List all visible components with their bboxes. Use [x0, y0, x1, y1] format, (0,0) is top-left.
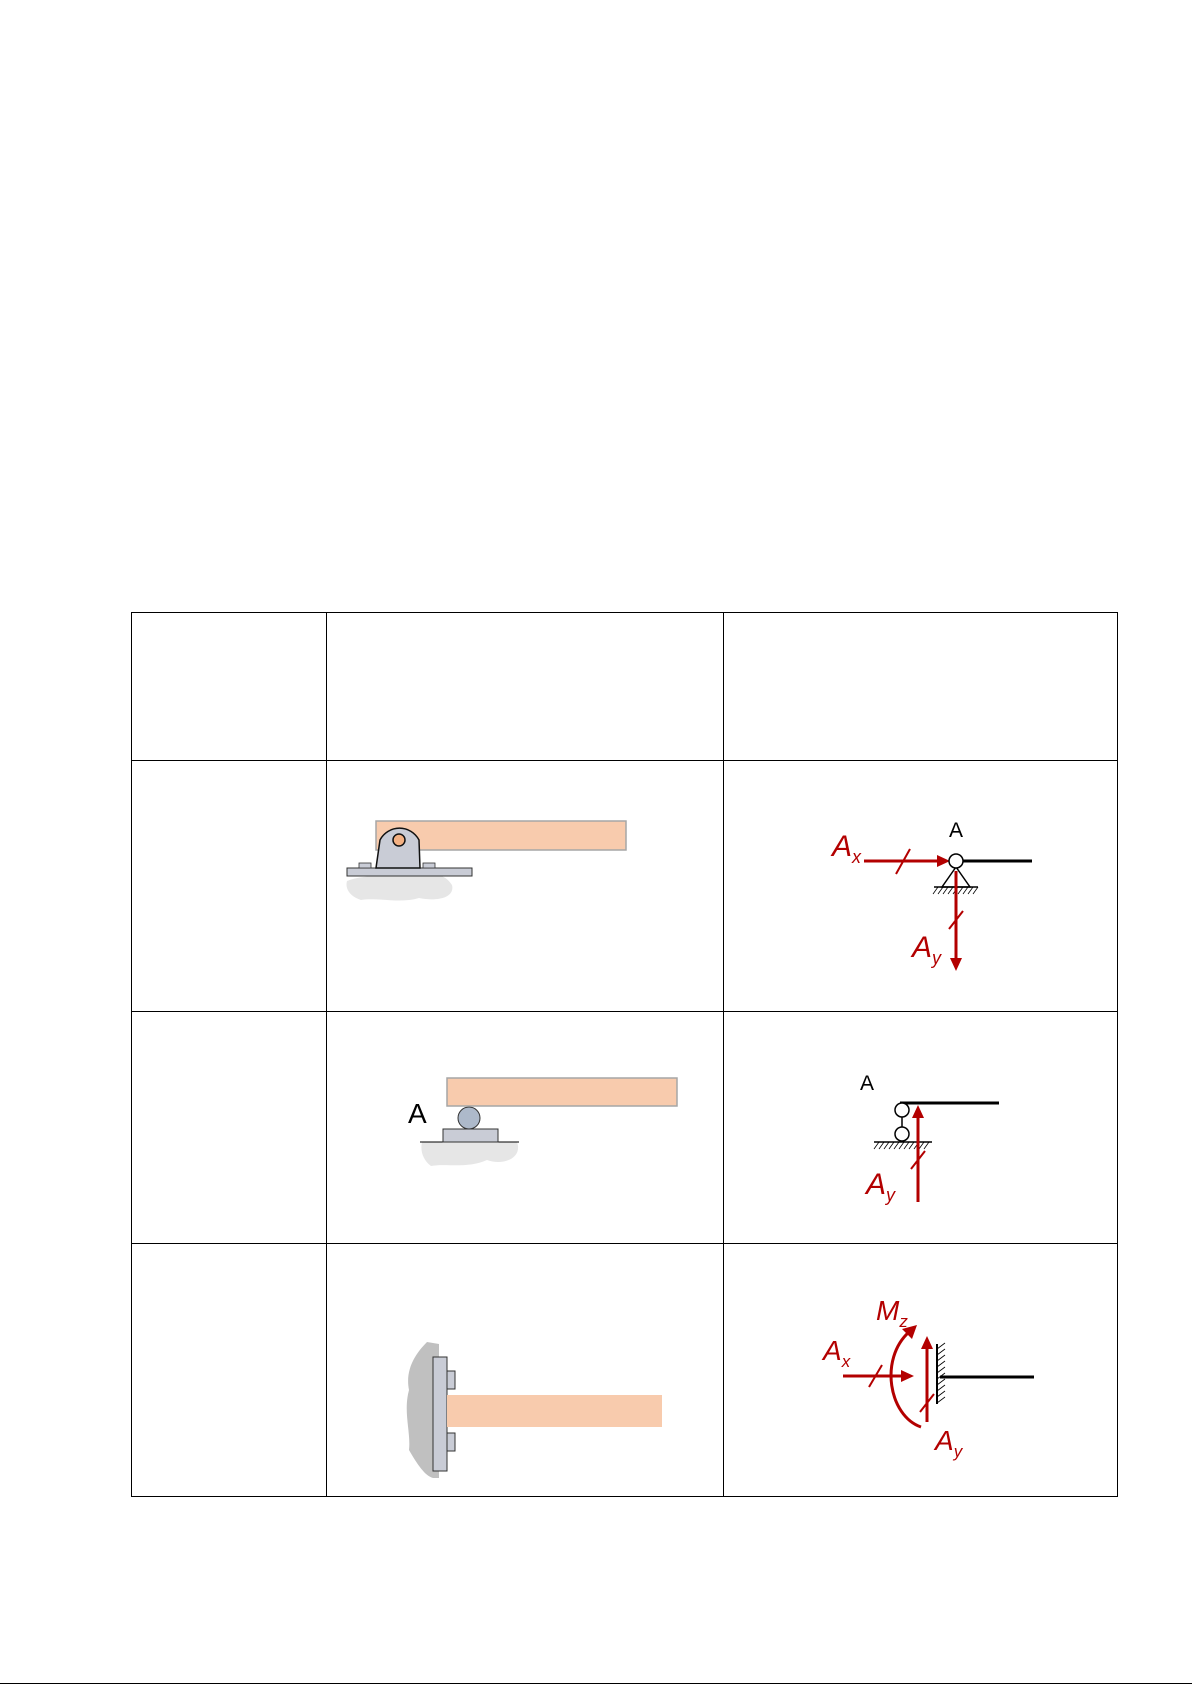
reaction-diagram-cell [724, 1012, 1118, 1244]
pin-support-illustration [327, 761, 723, 1011]
page-bottom-rule [0, 1683, 1192, 1684]
support-type-cell [132, 761, 327, 1012]
force-label-ax: $A_x$ [832, 830, 862, 867]
force-label-ay: $A_y$ [866, 1168, 896, 1205]
force-label-ay: $A_y$ [912, 931, 942, 968]
force-label-ax: $A_x$ [823, 1335, 851, 1371]
support-type-cell [132, 1012, 327, 1244]
header-cell-sketch [327, 613, 724, 761]
arrowhead-ax-icon [937, 855, 950, 867]
roller-top-icon [895, 1103, 909, 1117]
pin-support-reaction-diagram [724, 761, 1117, 1011]
table-row-roller [132, 1012, 1118, 1244]
support-sketch-cell [327, 761, 724, 1012]
moment-label-mz: $M_z$ [876, 1295, 908, 1331]
bolt-right [423, 863, 435, 868]
point-label-a: A [408, 1098, 427, 1129]
table-row-pin [132, 761, 1118, 1012]
arrowhead-ay-icon [921, 1336, 933, 1349]
support-types-table [131, 612, 1118, 1497]
support-type-cell [132, 1244, 327, 1497]
support-sketch-cell [327, 1012, 724, 1244]
wall-plate [433, 1357, 447, 1471]
reaction-diagram-cell [724, 761, 1118, 1012]
arrowhead-ax-icon [901, 1370, 914, 1382]
pin-icon [393, 834, 405, 846]
support-sketch-cell [327, 1244, 724, 1497]
roller-support-illustration [327, 1012, 723, 1243]
point-label-a: A [859, 1072, 875, 1095]
roller-bottom-icon [895, 1127, 909, 1141]
arrowhead-ay-icon [912, 1105, 924, 1118]
bolt-top [447, 1371, 455, 1389]
bolt-left [359, 863, 371, 868]
wall-hatch [937, 1343, 945, 1403]
fixed-support-reaction-diagram [724, 1244, 1117, 1496]
roller-icon [458, 1107, 480, 1129]
base-plate [347, 868, 472, 876]
point-label-a: A [948, 819, 964, 842]
ground-shape [421, 1142, 518, 1166]
table-header-row [132, 613, 1118, 761]
force-label-ay: $A_y$ [935, 1425, 963, 1461]
bolt-bottom [447, 1433, 455, 1451]
arrowhead-ay-icon [950, 958, 962, 971]
roller-base-plate [443, 1129, 498, 1142]
table-row-fixed [132, 1244, 1118, 1497]
ground-hatch [874, 1142, 929, 1149]
reaction-diagram-cell [724, 1244, 1118, 1497]
header-cell-reactions [724, 613, 1118, 761]
header-cell-type [132, 613, 327, 761]
ground-shape [347, 873, 453, 901]
beam-bar [447, 1078, 677, 1106]
roller-support-reaction-diagram [724, 1012, 1117, 1243]
pin-joint-icon [949, 854, 963, 868]
beam-bar [447, 1395, 662, 1427]
fixed-support-illustration [327, 1244, 723, 1496]
